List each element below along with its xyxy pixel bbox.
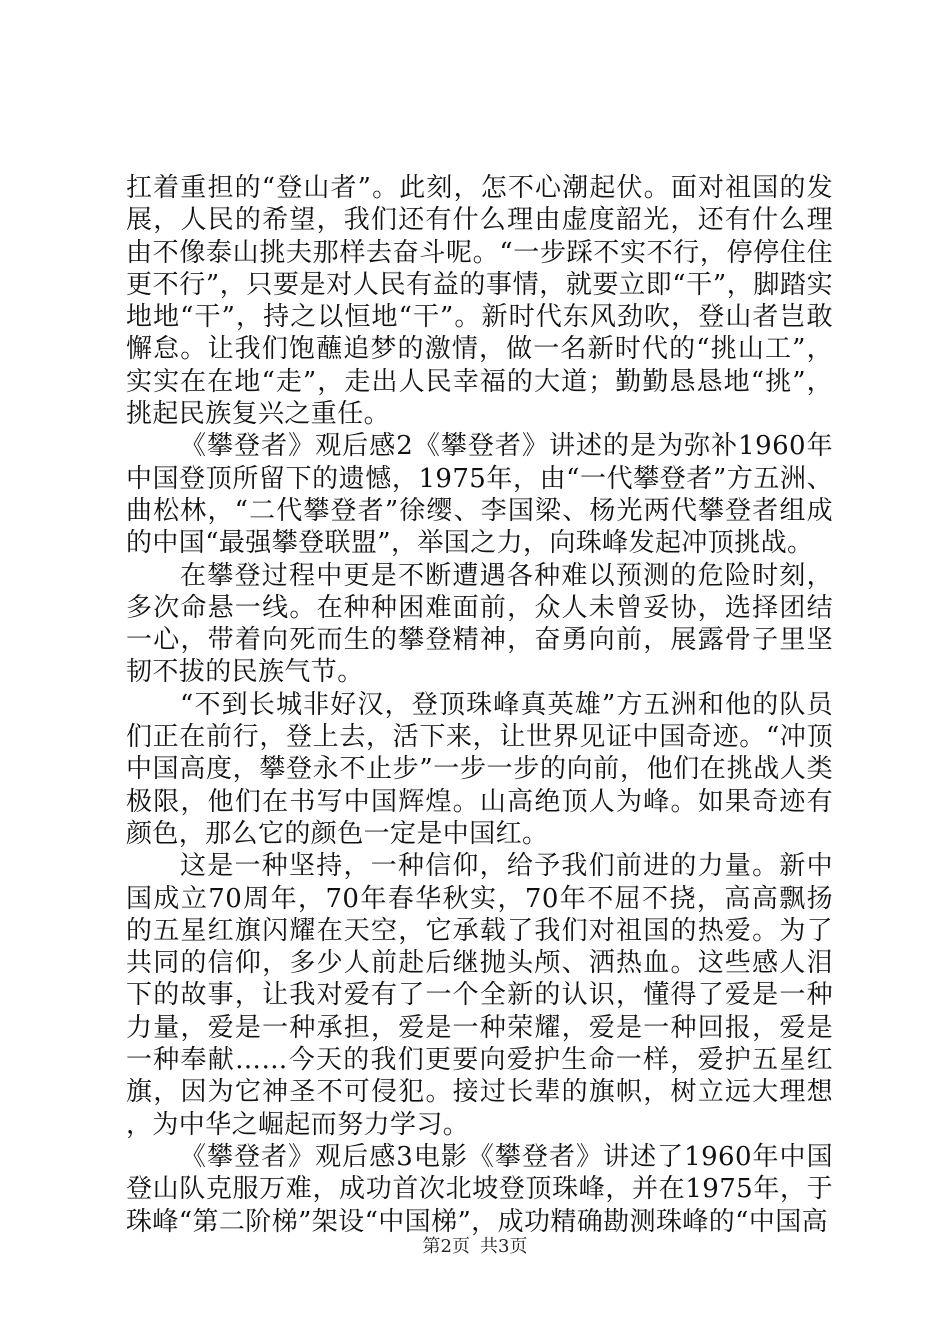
page-number: 第2页 <box>422 1236 470 1257</box>
document-body <box>126 172 833 1238</box>
page-footer <box>0 1236 950 1258</box>
paragraph-continuation: 扛着重担的“登山者”。此刻，怎不心潮起伏。面对祖国的发展，人民的希望，我们还有什么理由虚度韶光，还有什么理由不像泰山挑夫那样去奋斗呢。“一步踩不实不行，停停住住更不行”，只要是对人民有益的事情，就要立即“干”，脚踏实地地“干”，持之以恒地“干”。新时代东风劲吹，登山者岂敢懈怠。让我们饱蘸追梦的激情，做一名新时代的“挑山工”，实实在在地“走”，走出人民幸福的大道；勤勤恳恳地“挑”，挑起民族复兴之重任。 <box>126 173 833 430</box>
paragraph-review-3: 《攀登者》观后感3电影《攀登者》讲述了1960年中国登山队克服万难，成功首次北坡登顶珠峰，并在1975年，于珠峰“第二阶梯”架设“中国梯”，成功精确勘测珠峰的“中国高 <box>126 1141 833 1237</box>
paragraph-great-wall-quote: “不到长城非好汉，登顶珠峰真英雄”方五洲和他的队员们正在前行，登上去，活下来，让世界见证中国奇迹。“冲顶中国高度，攀登永不止步”一步一步的向前，他们在挑战人类极限，他们在书写中国辉煌。山高绝顶人为峰。如果奇迹有颜色，那么它的颜色一定是中国红。 <box>126 689 833 849</box>
paragraph-review-2: 《攀登者》观后感2《攀登者》讲述的是为弥补1960年中国登顶所留下的遗憾，1975年，由“一代攀登者”方五洲、曲松林，“二代攀登者”徐缨、李国梁、杨光两代攀登者组成的中国“最强攀登联盟”，举国之力，向珠峰发起冲顶挑战。 <box>126 431 833 559</box>
paragraph-climbing-danger: 在攀登过程中更是不断遭遇各种难以预测的危险时刻，多次命悬一线。在种种困难面前，众人未曾妥协，选择团结一心，带着向死而生的攀登精神，奋勇向前，展露骨子里坚韧不拔的民族气节。 <box>126 560 833 688</box>
paragraph-persistence-faith: 这是一种坚持，一种信仰，给予我们前进的力量。新中国成立70周年，70年春华秋实，70年不屈不挠，高高飘扬的五星红旗闪耀在天空，它承载了我们对祖国的热爱。为了共同的信仰，多少人前赴后继抛头颅、洒热血。这些感人泪下的故事，让我对爱有了一个全新的认识，懂得了爱是一种力量，爱是一种承担，爱是一种荣耀，爱是一种回报，爱是一种奉献……今天的我们更要向爱护生命一样，爱护五星红旗，因为它神圣不可侵犯。接过长辈的旗帜，树立远大理想，为中华之崛起而努力学习。 <box>126 851 833 1140</box>
page-total: 共3页 <box>480 1236 528 1257</box>
